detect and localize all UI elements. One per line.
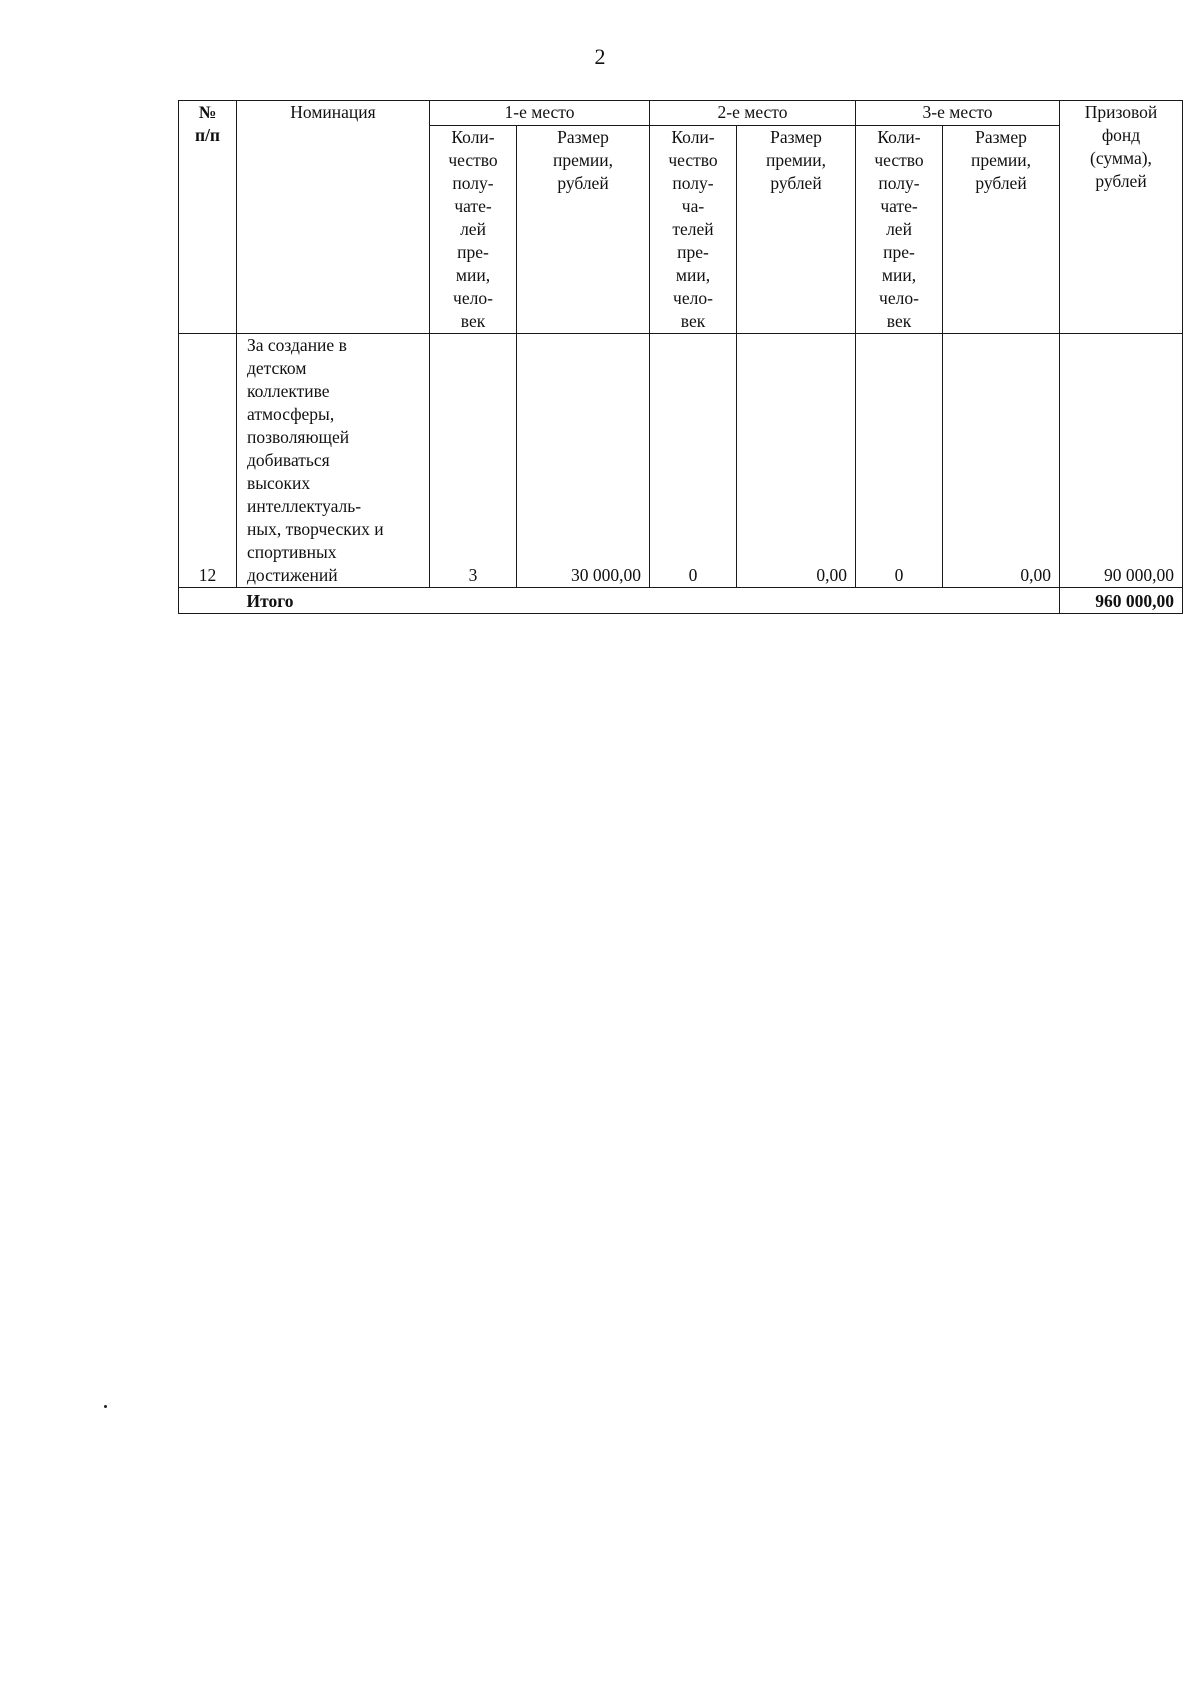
total-label: Итого xyxy=(237,588,1060,614)
header-place-1-amount: Размер премии, рублей xyxy=(517,126,650,334)
total-spacer xyxy=(179,588,237,614)
row-place-2-amount: 0,00 xyxy=(737,334,856,588)
header-place-3: 3-е место xyxy=(856,101,1060,126)
header-place-2-amount: Размер премии, рублей xyxy=(737,126,856,334)
table-header-row xyxy=(179,101,1183,126)
row-place-2-count: 0 xyxy=(650,334,737,588)
header-place-2-count: Коли- чество полу- ча- телей пре- мии, чело- век xyxy=(650,126,737,334)
header-place-3-count: Коли- чество полу- чате- лей пре- мии, чело- век xyxy=(856,126,943,334)
header-place-2: 2-е место xyxy=(650,101,856,126)
header-place-1: 1-е место xyxy=(430,101,650,126)
header-place-3-amount: Размер премии, рублей xyxy=(943,126,1060,334)
header-place-1-count: Коли- чество полу- чате- лей пре- мии, чело- век xyxy=(430,126,517,334)
header-number: № п/п xyxy=(179,101,237,334)
row-place-1-amount: 30 000,00 xyxy=(517,334,650,588)
total-value: 960 000,00 xyxy=(1060,588,1183,614)
scan-speck xyxy=(104,1405,107,1408)
row-number: 12 xyxy=(179,334,237,588)
row-place-3-amount: 0,00 xyxy=(943,334,1060,588)
prize-table xyxy=(178,100,1183,614)
table-row xyxy=(179,334,1183,588)
row-place-1-count: 3 xyxy=(430,334,517,588)
total-row xyxy=(179,588,1183,614)
row-place-3-count: 0 xyxy=(856,334,943,588)
header-nomination: Номинация xyxy=(237,101,430,334)
row-nomination: За создание в детском коллективе атмосферы, позволяющей добиваться высоких интеллектуаль- ных, творческих и спортивных достижений xyxy=(237,334,430,588)
header-prize-fund: Призовой фонд (сумма), рублей xyxy=(1060,101,1183,334)
page-number: 2 xyxy=(594,44,606,69)
row-prize-fund: 90 000,00 xyxy=(1060,334,1183,588)
